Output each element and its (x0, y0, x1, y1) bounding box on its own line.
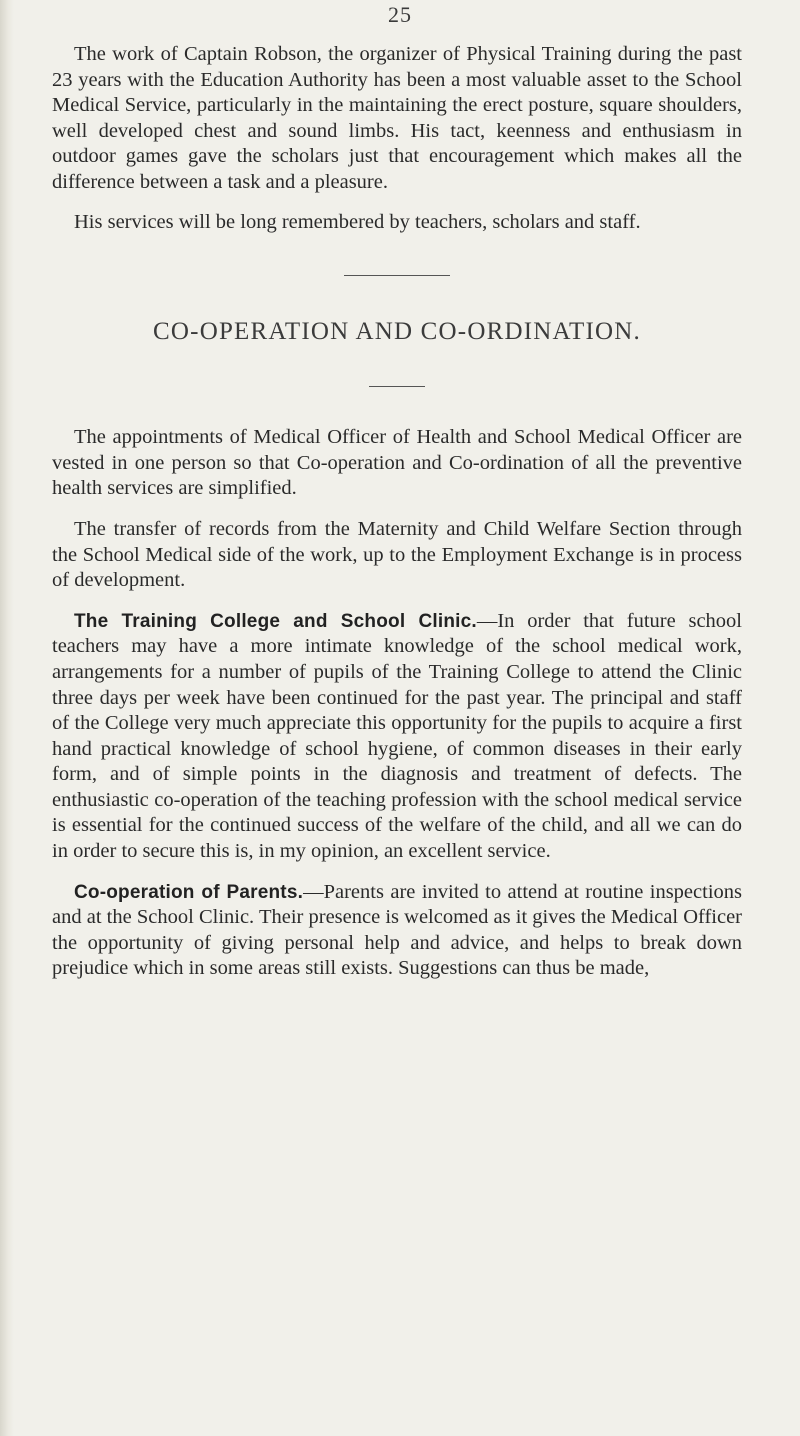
page-content (52, 42, 742, 982)
run-in-heading-parents: Co-operation of Parents. (74, 881, 304, 903)
paragraph-appointments: The appointments of Medical Officer of Health and School Medical Officer are vested in one person so that Co-operation and Co-ordination of all the preventive health services are simplified. (52, 426, 742, 500)
paragraph-services-remembered: His services will be long remembered by teachers, scholars and staff. (74, 210, 641, 233)
paragraph-physical-training: The work of Captain Robson, the organizer of Physical Training during the past 23 years with the Education Authority has been a most valuable asset to the School Medical Service, particularly in the maintaining the erect posture, square shoulders, well developed chest and sound limbs. His tact, keenness and enthusiasm in outdoor games gave the scholars just that encouragement which makes all the difference between a task and a pleasure. (52, 43, 742, 193)
section-divider-bottom (369, 386, 425, 387)
paragraph-records-transfer: The transfer of records from the Maternity and Child Welfare Section through the School Medical side of the work, up to the Employment Exchange is in process of development. (52, 517, 742, 592)
paragraph-training-college (52, 609, 742, 865)
section-divider-top (344, 275, 450, 276)
section-title: CO-OPERATION AND CO-ORDINATION. (153, 318, 641, 346)
page-number: 25 (388, 2, 412, 27)
run-in-heading-training-college: The Training College and School Clinic. (74, 610, 477, 632)
paragraph-parents (52, 880, 742, 982)
paragraph-parents-text: —Parents are invited to attend at routine inspections and at the School Clinic. Their presence is welcomed as it gives the Medical Officer the opportunity of giving personal help and advice, and helps to break down prejudice which in some areas still exists. Suggestions can thus be made, (52, 880, 743, 980)
paragraph-training-college-text: —In order that future school teachers may have a more intimate knowledge of the school medical work, arrangements for a number of pupils of the Training College to attend the Clinic three days per week have been continued for the past year. The principal and staff of the College very much appreciate this opportunity for the pupils to acquire a first hand practical knowledge of school hygiene, of common diseases in their early form, and of simple points in the diagnosis and treatment of defects. The enthusiastic co-operation of the teaching profession with the school medical service is essential for the continued success of the welfare of the child, and all we can do in order to secure this is, in my opinion, an excellent service. (52, 609, 742, 863)
page-binding-edge (0, 0, 14, 1436)
